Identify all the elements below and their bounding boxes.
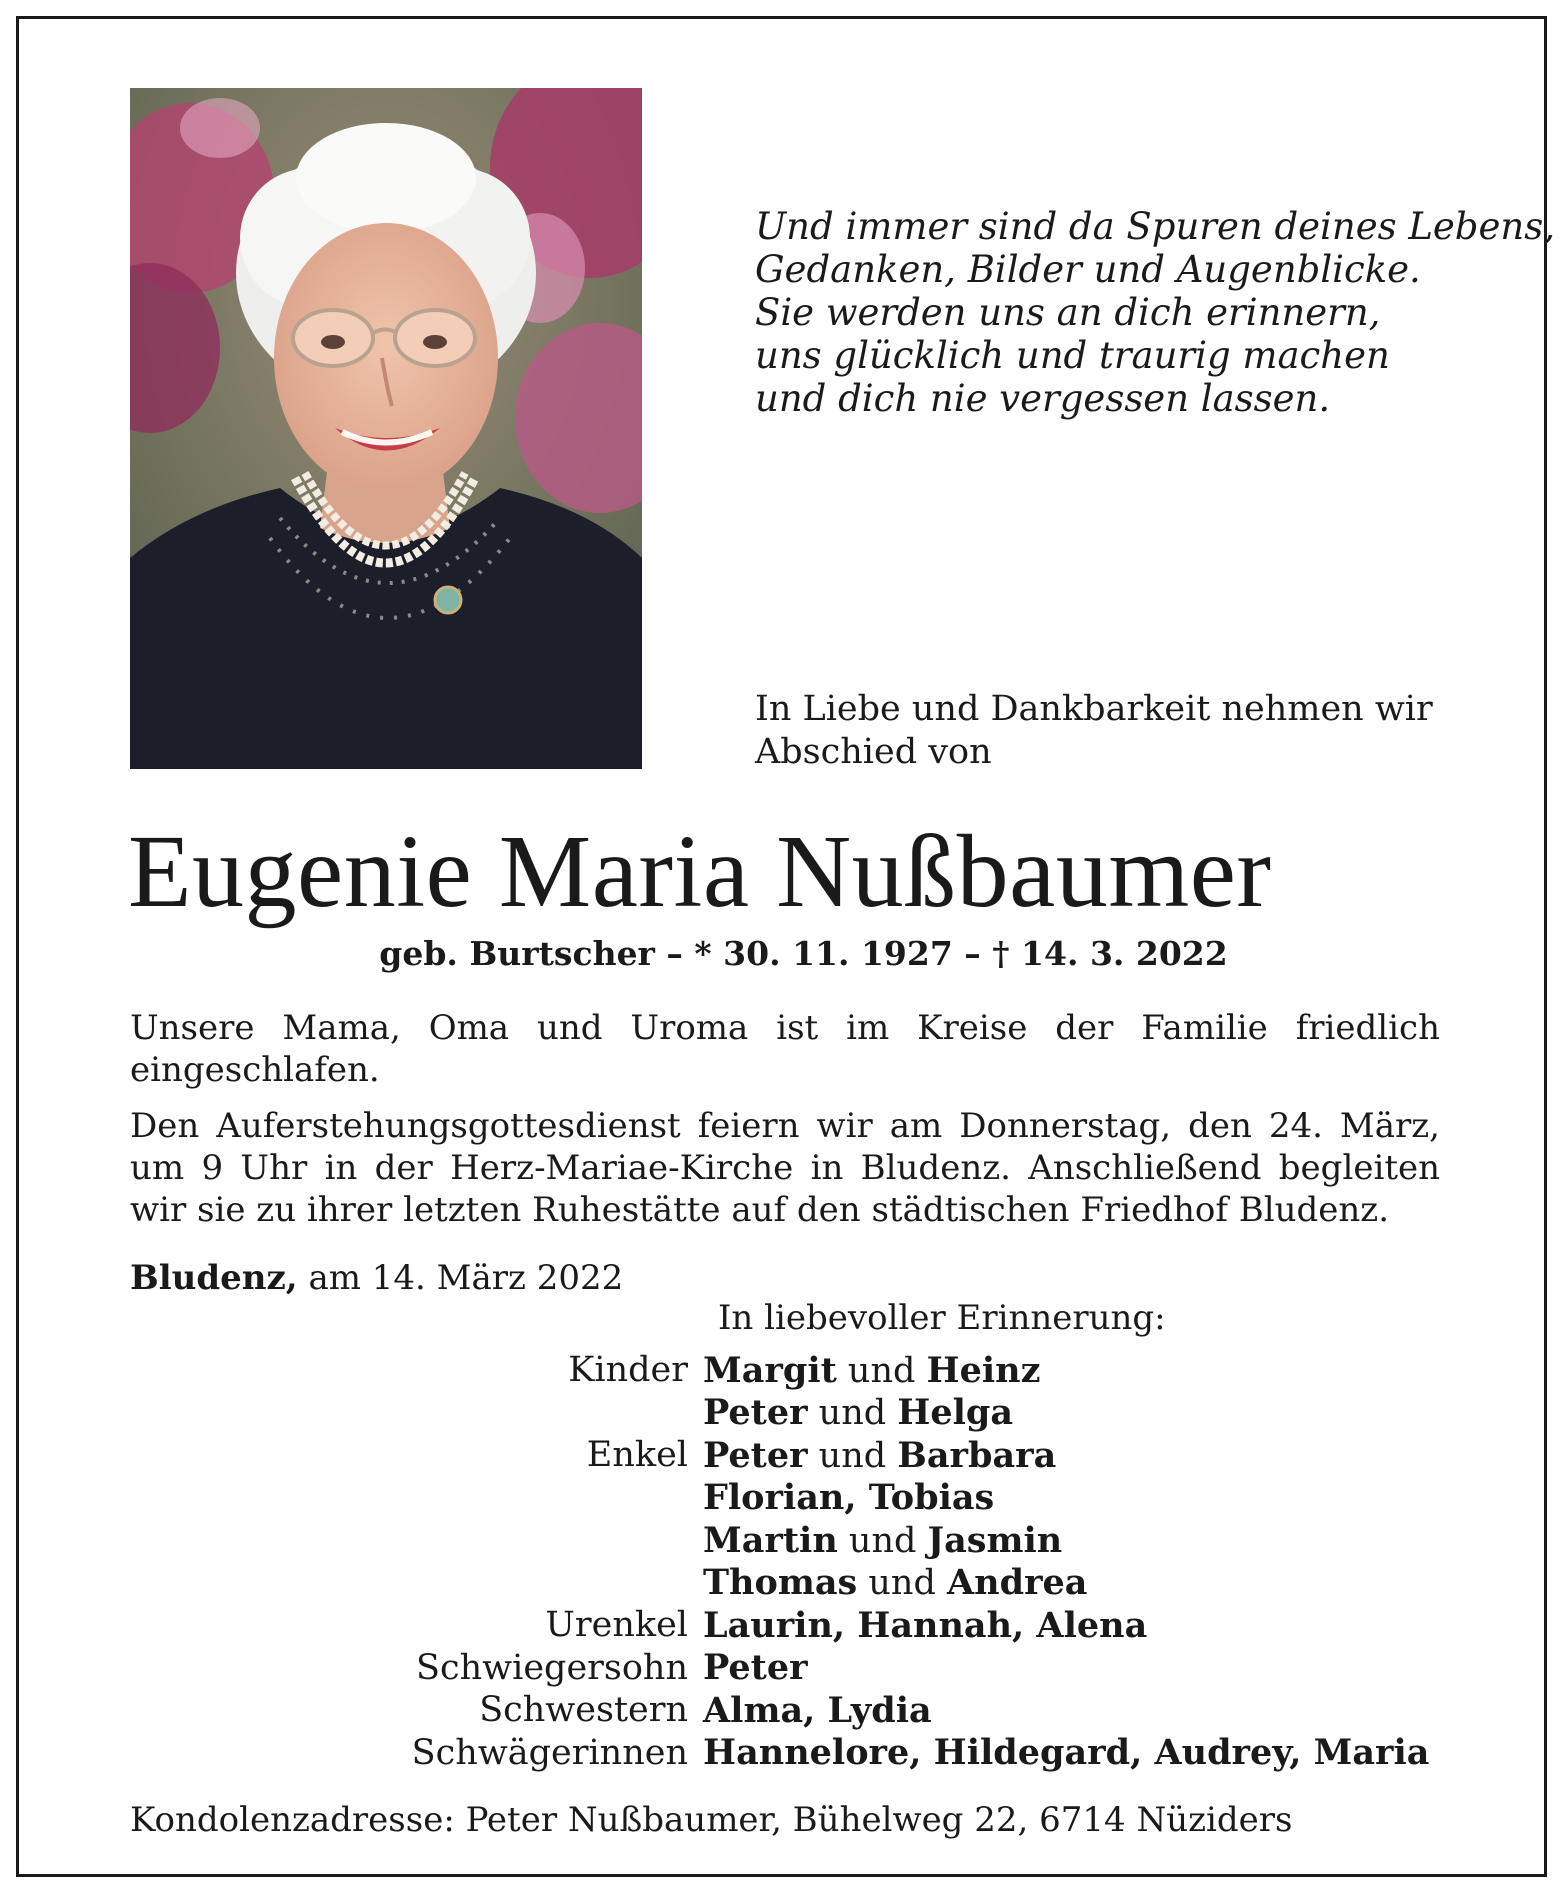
family-conjunction: und	[807, 1435, 898, 1476]
family-names	[703, 1605, 1147, 1646]
family-relation: Urenkel	[545, 1605, 688, 1646]
intro-line: In Liebe und Dankbarkeit nehmen wir	[755, 689, 1433, 729]
poem-line: Und immer sind da Spuren deines Lebens,	[755, 205, 1555, 248]
family-name: Helga	[897, 1392, 1014, 1434]
family-row	[250, 1732, 1450, 1775]
family-name: Peter	[703, 1647, 808, 1689]
family-row	[250, 1689, 1450, 1732]
family-name: Laurin, Hannah, Alena	[703, 1604, 1148, 1646]
poem-line: Sie werden uns an dich erinnern,	[755, 291, 1381, 334]
family-row	[250, 1434, 1450, 1477]
family-row	[250, 1647, 1450, 1690]
family-name: Peter	[703, 1434, 808, 1476]
family-name: Thomas	[703, 1562, 858, 1604]
family-name: Hannelore, Hildegard, Audrey, Maria	[703, 1732, 1430, 1774]
family-row	[250, 1349, 1450, 1392]
family-names	[703, 1562, 1087, 1603]
announcement-paragraph: Unsere Mama, Oma und Uroma ist im Kreise der Familie friedlich eingeschlafen.	[130, 1008, 1440, 1090]
date: am 14. März 2022	[308, 1258, 624, 1298]
portrait-photo	[130, 88, 642, 769]
family-relation: Schwägerinnen	[411, 1732, 688, 1773]
farewell-intro	[755, 688, 1475, 774]
memory-heading: In liebevoller Erinnerung:	[718, 1298, 1166, 1338]
family-names	[703, 1435, 1056, 1476]
family-row	[250, 1604, 1450, 1647]
condolence-address: Kondolenzadresse: Peter Nußbaumer, Bühelweg 22, 6714 Nüziders	[130, 1800, 1293, 1840]
deceased-name: Eugenie Maria Nußbaumer	[128, 814, 1272, 929]
family-row	[250, 1477, 1450, 1520]
family-conjunction: und	[807, 1393, 898, 1434]
service-paragraph: Den Auferstehungsgottesdienst feiern wir am Donnerstag, den 24. März, um 9 Uhr in der Herz-Mariae-Kirche in Bludenz. Anschließend begleiten wir sie zu ihrer letzten Ruhestätte auf den städtischen Friedhof Bludenz.	[130, 1106, 1440, 1230]
family-names	[703, 1732, 1429, 1773]
family-conjunction: und	[837, 1520, 928, 1561]
family-name: Jasmin	[927, 1519, 1063, 1561]
family-names	[703, 1690, 932, 1731]
family-names	[703, 1647, 808, 1688]
birth-death-line	[0, 934, 1567, 973]
family-relation: Schwestern	[479, 1690, 688, 1731]
family-name: Barbara	[897, 1434, 1057, 1476]
family-names	[703, 1520, 1062, 1561]
place: Bludenz,	[130, 1258, 298, 1298]
family-conjunction: und	[836, 1350, 927, 1391]
poem-line: Gedanken, Bilder und Augenblicke.	[755, 248, 1421, 291]
family-conjunction: und	[857, 1563, 948, 1604]
poem-line: und dich nie vergessen lassen.	[755, 377, 1331, 420]
family-name: Margit	[703, 1349, 837, 1391]
family-row	[250, 1392, 1450, 1435]
family-name: Florian, Tobias	[703, 1477, 995, 1519]
family-relation: Enkel	[586, 1435, 688, 1476]
family-name: Martin	[703, 1519, 838, 1561]
poem-line: uns glücklich und traurig machen	[755, 334, 1390, 377]
family-relation: Kinder	[568, 1350, 688, 1391]
family-names	[703, 1350, 1041, 1391]
family-names	[703, 1477, 994, 1518]
family-name: Andrea	[947, 1562, 1088, 1604]
place-date	[130, 1258, 623, 1298]
family-names	[703, 1392, 1013, 1433]
family-list	[250, 1349, 1450, 1774]
birth-death-text: geb. Burtscher – * 30. 11. 1927 – † 14. 3. 2022	[379, 934, 1228, 973]
family-name: Alma, Lydia	[703, 1689, 932, 1731]
family-relation: Schwiegersohn	[416, 1647, 688, 1688]
family-row	[250, 1562, 1450, 1605]
intro-line: Abschied von	[755, 732, 992, 772]
family-name: Heinz	[926, 1349, 1041, 1391]
poem	[755, 205, 1555, 420]
family-row	[250, 1519, 1450, 1562]
family-name: Peter	[703, 1392, 808, 1434]
